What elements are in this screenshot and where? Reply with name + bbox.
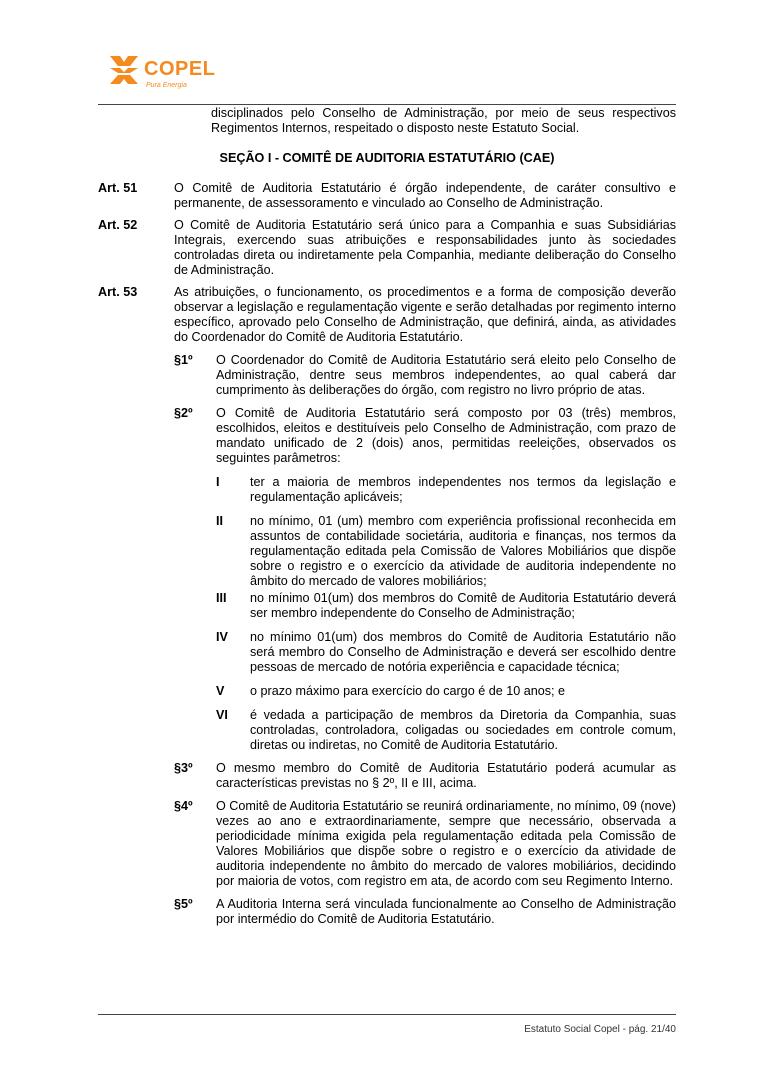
paragraph-2 xyxy=(174,406,676,753)
section-title: SEÇÃO I - COMITÊ DE AUDITORIA ESTATUTÁRIO (CAE) xyxy=(219,151,555,165)
item-number: VI xyxy=(216,708,228,722)
copel-logo xyxy=(108,52,238,92)
list-item xyxy=(216,708,676,753)
document-body xyxy=(98,106,676,927)
article-number: Art. 53 xyxy=(98,285,138,299)
list-item xyxy=(216,684,676,699)
paragraph-text: O Coordenador do Comitê de Auditoria Estatutário será eleito pelo Conselho de Administração, dentre seus membros independentes, ao qual caberá dar cumprimento às deliberações do órgão, com registro no livro próprio de atas. xyxy=(216,353,676,397)
item-number: V xyxy=(216,684,225,698)
paragraph-number: §2º xyxy=(174,406,193,420)
article-text: O Comitê de Auditoria Estatutário será único para a Companhia e suas Subsidiárias Integrais, exercendo suas atribuições e responsabilidades junto às sociedades controladas direta ou indiretamente pela Companhia, mediante deliberação do Conselho de Administração. xyxy=(174,218,676,277)
list-item xyxy=(216,591,676,621)
header-divider xyxy=(98,104,676,105)
list-item xyxy=(216,514,676,589)
item-number: II xyxy=(216,514,223,528)
paragraph-1 xyxy=(174,353,676,398)
list-item xyxy=(216,475,676,505)
article-53 xyxy=(98,285,676,345)
item-text: no mínimo 01(um) dos membros do Comitê de Auditoria Estatutário não será membro do Conselho de Administração e deverá ser escolhido dentre pessoas de mercado de notória experiência e capacidade técnica; xyxy=(250,630,676,674)
article-number: Art. 51 xyxy=(98,181,138,195)
item-text: no mínimo, 01 (um) membro com experiência profissional reconhecida em assuntos de contabilidade societária, auditoria e finanças, nos termos da regulamentação editada pela Comissão de Valores Mobiliários que dispõe sobre o registro e o exercício da atividade de auditoria independente no âmbito do mercado de valores mobiliários; xyxy=(250,514,676,588)
article-text: O Comitê de Auditoria Estatutário é órgão independente, de caráter consultivo e permanente, de assessoramento e vinculado ao Conselho de Administração. xyxy=(174,181,676,210)
logo-tagline: Pura Energia xyxy=(146,82,187,89)
paragraph-number: §1º xyxy=(174,353,193,367)
page-footer: Estatuto Social Copel - pág. 21/40 xyxy=(524,1024,676,1035)
article-52 xyxy=(98,218,676,278)
intro-text: disciplinados pelo Conselho de Administração, por meio de seus respectivos Regimentos Internos, respeitado o disposto neste Estatuto Social. xyxy=(211,106,676,135)
article-51 xyxy=(98,181,676,211)
article-text: As atribuições, o funcionamento, os procedimentos e a forma de composição deverão observar a legislação e regulamentação vigente e serão detalhadas por regimento interno específico, aprovado pelo Conselho de Administração, que definirá, ainda, as atividades do Coordenador do Comitê de Auditoria Estatutário. xyxy=(174,285,676,344)
logo-name: COPEL xyxy=(144,58,216,80)
paragraph-4 xyxy=(174,799,676,889)
paragraph-text: O Comitê de Auditoria Estatutário se reunirá ordinariamente, no mínimo, 09 (nove) vezes ao ano e extraordinariamente, sempre que necessário, observada a periodicidade mínima exigida pela regulamentação editada pela Comissão de Valores Mobiliários que dispõe sobre o registro e o exercício da atividade de auditoria independente no âmbito do mercado de valores mobiliários, decidindo por maioria de votos, com registro em ata, de acordo com seu Regimento Interno. xyxy=(216,799,676,888)
item-number: IV xyxy=(216,630,228,644)
paragraph-number: §4º xyxy=(174,799,193,813)
paragraph-3 xyxy=(174,761,676,791)
footer-divider xyxy=(98,1014,676,1015)
item-number: III xyxy=(216,591,227,605)
paragraph-number: §3º xyxy=(174,761,193,775)
paragraph-number: §5º xyxy=(174,897,193,911)
item-text: o prazo máximo para exercício do cargo é de 10 anos; e xyxy=(250,684,566,698)
article-number: Art. 52 xyxy=(98,218,138,232)
item-text: no mínimo 01(um) dos membros do Comitê de Auditoria Estatutário deverá ser membro independente do Conselho de Administração; xyxy=(250,591,676,620)
item-text: é vedada a participação de membros da Diretoria da Companhia, suas controladas, controladora, coligadas ou sociedades em controle comum, diretas ou indiretas, no Comitê de Auditoria Estatutário. xyxy=(250,708,676,752)
paragraph-text: A Auditoria Interna será vinculada funcionalmente ao Conselho de Administração por intermédio do Comitê de Auditoria Estatutário. xyxy=(216,897,676,926)
item-text: ter a maioria de membros independentes nos termos da legislação e regulamentação aplicáveis; xyxy=(250,475,676,504)
list-item xyxy=(216,630,676,675)
item-number: I xyxy=(216,475,220,489)
copel-logo-icon xyxy=(108,54,140,86)
paragraph-5 xyxy=(174,897,676,927)
paragraph-text: O Comitê de Auditoria Estatutário será composto por 03 (três) membros, escolhidos, eleitos e destituíveis pelo Conselho de Administração, com prazo de mandato unificado de 2 (dois) anos, permitidas reeleições, observados os seguintes parâmetros: xyxy=(216,406,676,465)
paragraph-text: O mesmo membro do Comitê de Auditoria Estatutário poderá acumular as características previstas no § 2º, II e III, acima. xyxy=(216,761,676,790)
